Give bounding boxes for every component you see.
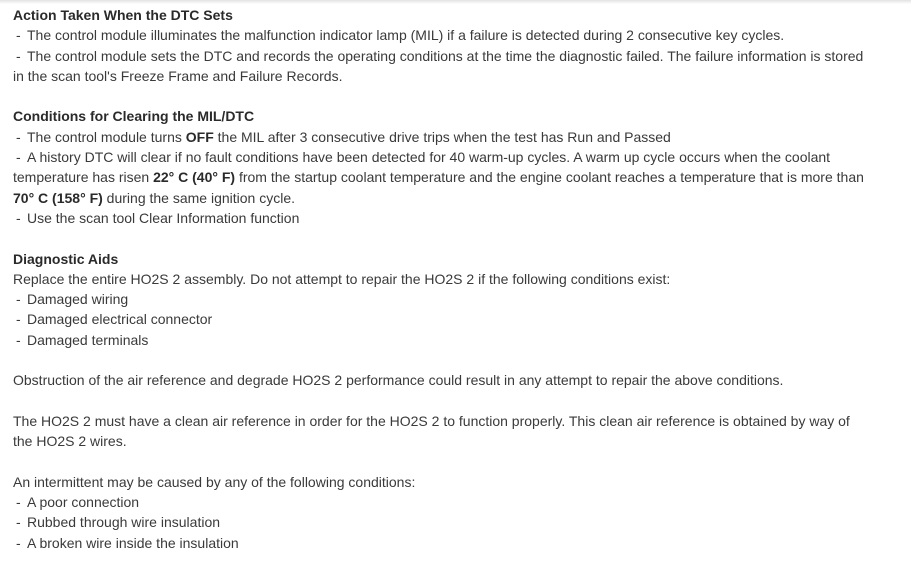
paragraph: Replace the entire HO2S 2 assembly. Do not attempt to repair the HO2S 2 if the following conditions exist: [13, 270, 671, 287]
spacer [13, 452, 873, 472]
document-body [13, 5, 873, 553]
list-item-text: The control module sets the DTC and records the operating conditions at the time the diagnostic failed. The failure information is stored in the scan tool's Freeze Frame and Failure Records. [13, 47, 864, 84]
list-item [13, 147, 873, 208]
bullet-dash: - [16, 128, 21, 145]
list-item-text: Use the scan tool Clear Information function [27, 209, 300, 226]
bullet-dash: - [16, 47, 21, 64]
spacer [13, 350, 873, 370]
list-item-text: A broken wire inside the insulation [27, 534, 239, 551]
bullet-dash: - [16, 534, 21, 551]
text-segment: during the same ignition cycle. [102, 189, 296, 206]
list-item [13, 533, 873, 553]
paragraph: The HO2S 2 must have a clean air reference in order for the HO2S 2 to function properly. This clean air reference is obtained by way of the HO2S 2 wires. [13, 412, 850, 450]
paragraph: An intermittent may be caused by any of the following conditions: [13, 473, 416, 490]
bullet-dash: - [16, 331, 21, 348]
bullet-dash: - [16, 494, 21, 511]
list-item [13, 309, 873, 329]
bold-text: 22° C (40° F) [153, 169, 236, 186]
list-item [13, 46, 873, 87]
list-item [13, 492, 873, 512]
list-item [13, 127, 873, 147]
bold-text: 70° C (158° F) [13, 189, 103, 206]
bullet-dash: - [16, 27, 21, 44]
list-item [13, 25, 873, 45]
spacer [13, 228, 873, 248]
text-segment: A history DTC will clear if no fault conditions have been detected for 40 warm-up cycles. A warm up cycle occurs when the coolant temperature has risen [13, 149, 831, 186]
spacer [13, 391, 873, 411]
text-segment: The control module turns [27, 128, 186, 145]
bullet-dash: - [16, 514, 21, 531]
section-title-clearing-conditions: Conditions for Clearing the MIL/DTC [13, 108, 255, 125]
section-title-action-taken: Action Taken When the DTC Sets [13, 7, 233, 23]
bullet-dash: - [16, 209, 21, 226]
paragraph: Obstruction of the air reference and degrade HO2S 2 performance could result in any attempt to repair the above conditions. [13, 372, 784, 389]
list-item [13, 208, 873, 228]
text-segment: the MIL after 3 consecutive drive trips when the test has Run and Passed [213, 128, 671, 145]
bullet-dash: - [16, 291, 21, 308]
list-item-text: Damaged terminals [27, 331, 149, 348]
text-segment: from the startup coolant temperature and the engine coolant reaches a temperature that is more than [235, 169, 864, 186]
spacer [13, 86, 873, 106]
list-item-text: Rubbed through wire insulation [27, 514, 221, 531]
list-item [13, 512, 873, 532]
list-item [13, 330, 873, 350]
list-item-text: The control module illuminates the malfunction indicator lamp (MIL) if a failure is detected during 2 consecutive key cycles. [27, 27, 785, 44]
list-item-text: A poor connection [27, 494, 140, 511]
bullet-dash: - [16, 149, 21, 166]
bullet-dash: - [16, 311, 21, 328]
list-item [13, 289, 873, 309]
top-edge-shadow [0, 0, 911, 4]
section-title-diagnostic-aids: Diagnostic Aids [13, 250, 119, 267]
bold-text: OFF [185, 128, 214, 145]
list-item-text: Damaged electrical connector [27, 311, 213, 328]
list-item-text: Damaged wiring [27, 291, 129, 308]
